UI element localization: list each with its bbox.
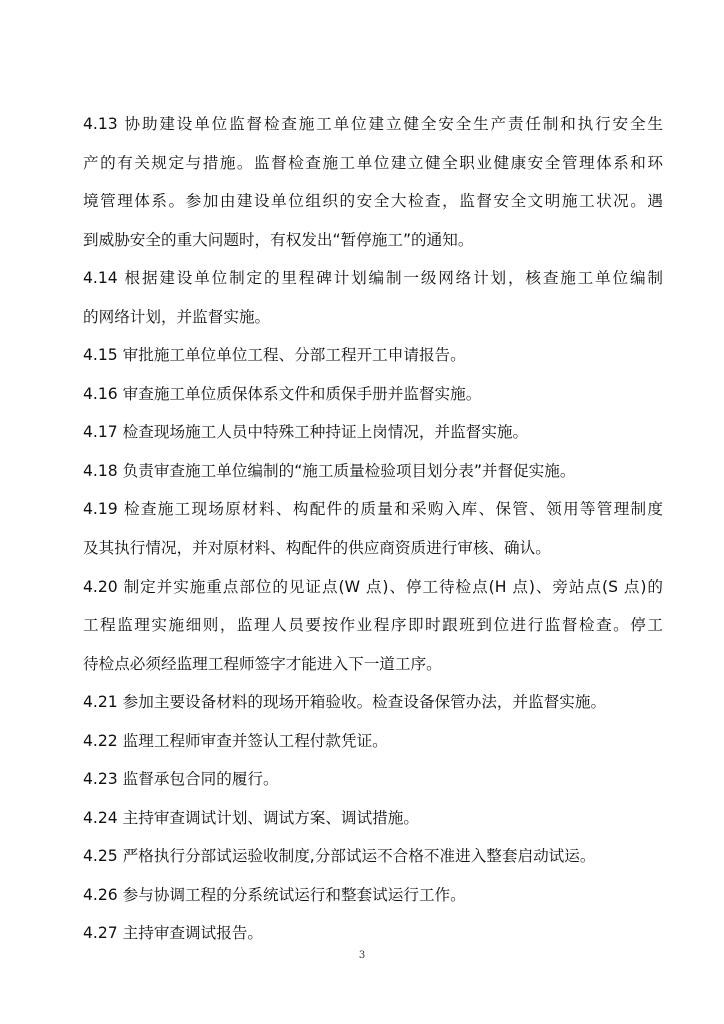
- text-line-4-22: 4.22 监理工程师审查并签认工程付款凭证。: [83, 731, 388, 750]
- text-line-4-21: 4.21 参加主要设备材料的现场开箱验收。检查设备保管办法，并监督实施。: [83, 693, 607, 712]
- text-line-4-14-b: 的网络计划，并监督实施。: [83, 307, 271, 326]
- text-line-4-19-b: 及其执行情况，并对原材料、构配件的供应商资质进行审核、确认。: [83, 539, 551, 558]
- text-line-4-26: 4.26 参与协调工程的分系统试运行和整套试运行工作。: [83, 885, 466, 904]
- text-line-4-13-b: 产的有关规定与措施。监督检查施工单位建立健全职业健康安全管理体系和环: [83, 153, 663, 172]
- text-line-4-24: 4.24 主持审查调试计划、调试方案、调试措施。: [83, 808, 419, 827]
- text-line-4-14-a: 4.14 根据建设单位制定的里程碑计划编制一级网络计划，核查施工单位编制: [83, 269, 663, 288]
- text-line-4-20-b: 工程监理实施细则，监理人员要按作业程序即时跟班到位进行监督检查。停工: [83, 616, 663, 635]
- text-line-4-13-a: 4.13 协助建设单位监督检查施工单位建立健全安全生产责任制和执行安全生: [83, 115, 663, 133]
- document-body: [83, 105, 663, 953]
- text-line-4-15: 4.15 审批施工单位单位工程、分部工程开工申请报告。: [83, 346, 466, 365]
- text-line-4-23: 4.23 监督承包合同的履行。: [83, 770, 279, 789]
- text-line-4-27: 4.27 主持审查调试报告。: [83, 924, 264, 943]
- text-line-4-19-a: 4.19 检查施工现场原材料、构配件的质量和采购入库、保管、领用等管理制度: [83, 500, 663, 519]
- text-line-4-13-c: 境管理体系。参加由建设单位组织的安全大检查，监督安全文明施工状况。遇: [83, 192, 663, 211]
- text-line-4-25: 4.25 严格执行分部试运验收制度,分部试运不合格不准进入整套启动试运。: [83, 847, 596, 866]
- text-line-4-18: 4.18 负责审查施工单位编制的“施工质量检验项目划分表”并督促实施。: [83, 461, 576, 480]
- text-line-4-17: 4.17 检查现场施工人员中特殊工种持证上岗情况，并监督实施。: [83, 423, 529, 442]
- page-number: 3: [358, 950, 366, 961]
- text-line-4-20-a: 4.20 制定并实施重点部位的见证点(W 点)、停工待检点(H 点)、旁站点(S 点)的: [83, 577, 663, 596]
- text-line-4-16: 4.16 审查施工单位质保体系文件和质保手册并监督实施。: [83, 384, 482, 403]
- text-line-4-13-d: 到威胁安全的重大问题时，有权发出“暂停施工”的通知。: [83, 230, 474, 249]
- text-line-4-20-c: 待检点必须经监理工程师签字才能进入下一道工序。: [83, 654, 442, 673]
